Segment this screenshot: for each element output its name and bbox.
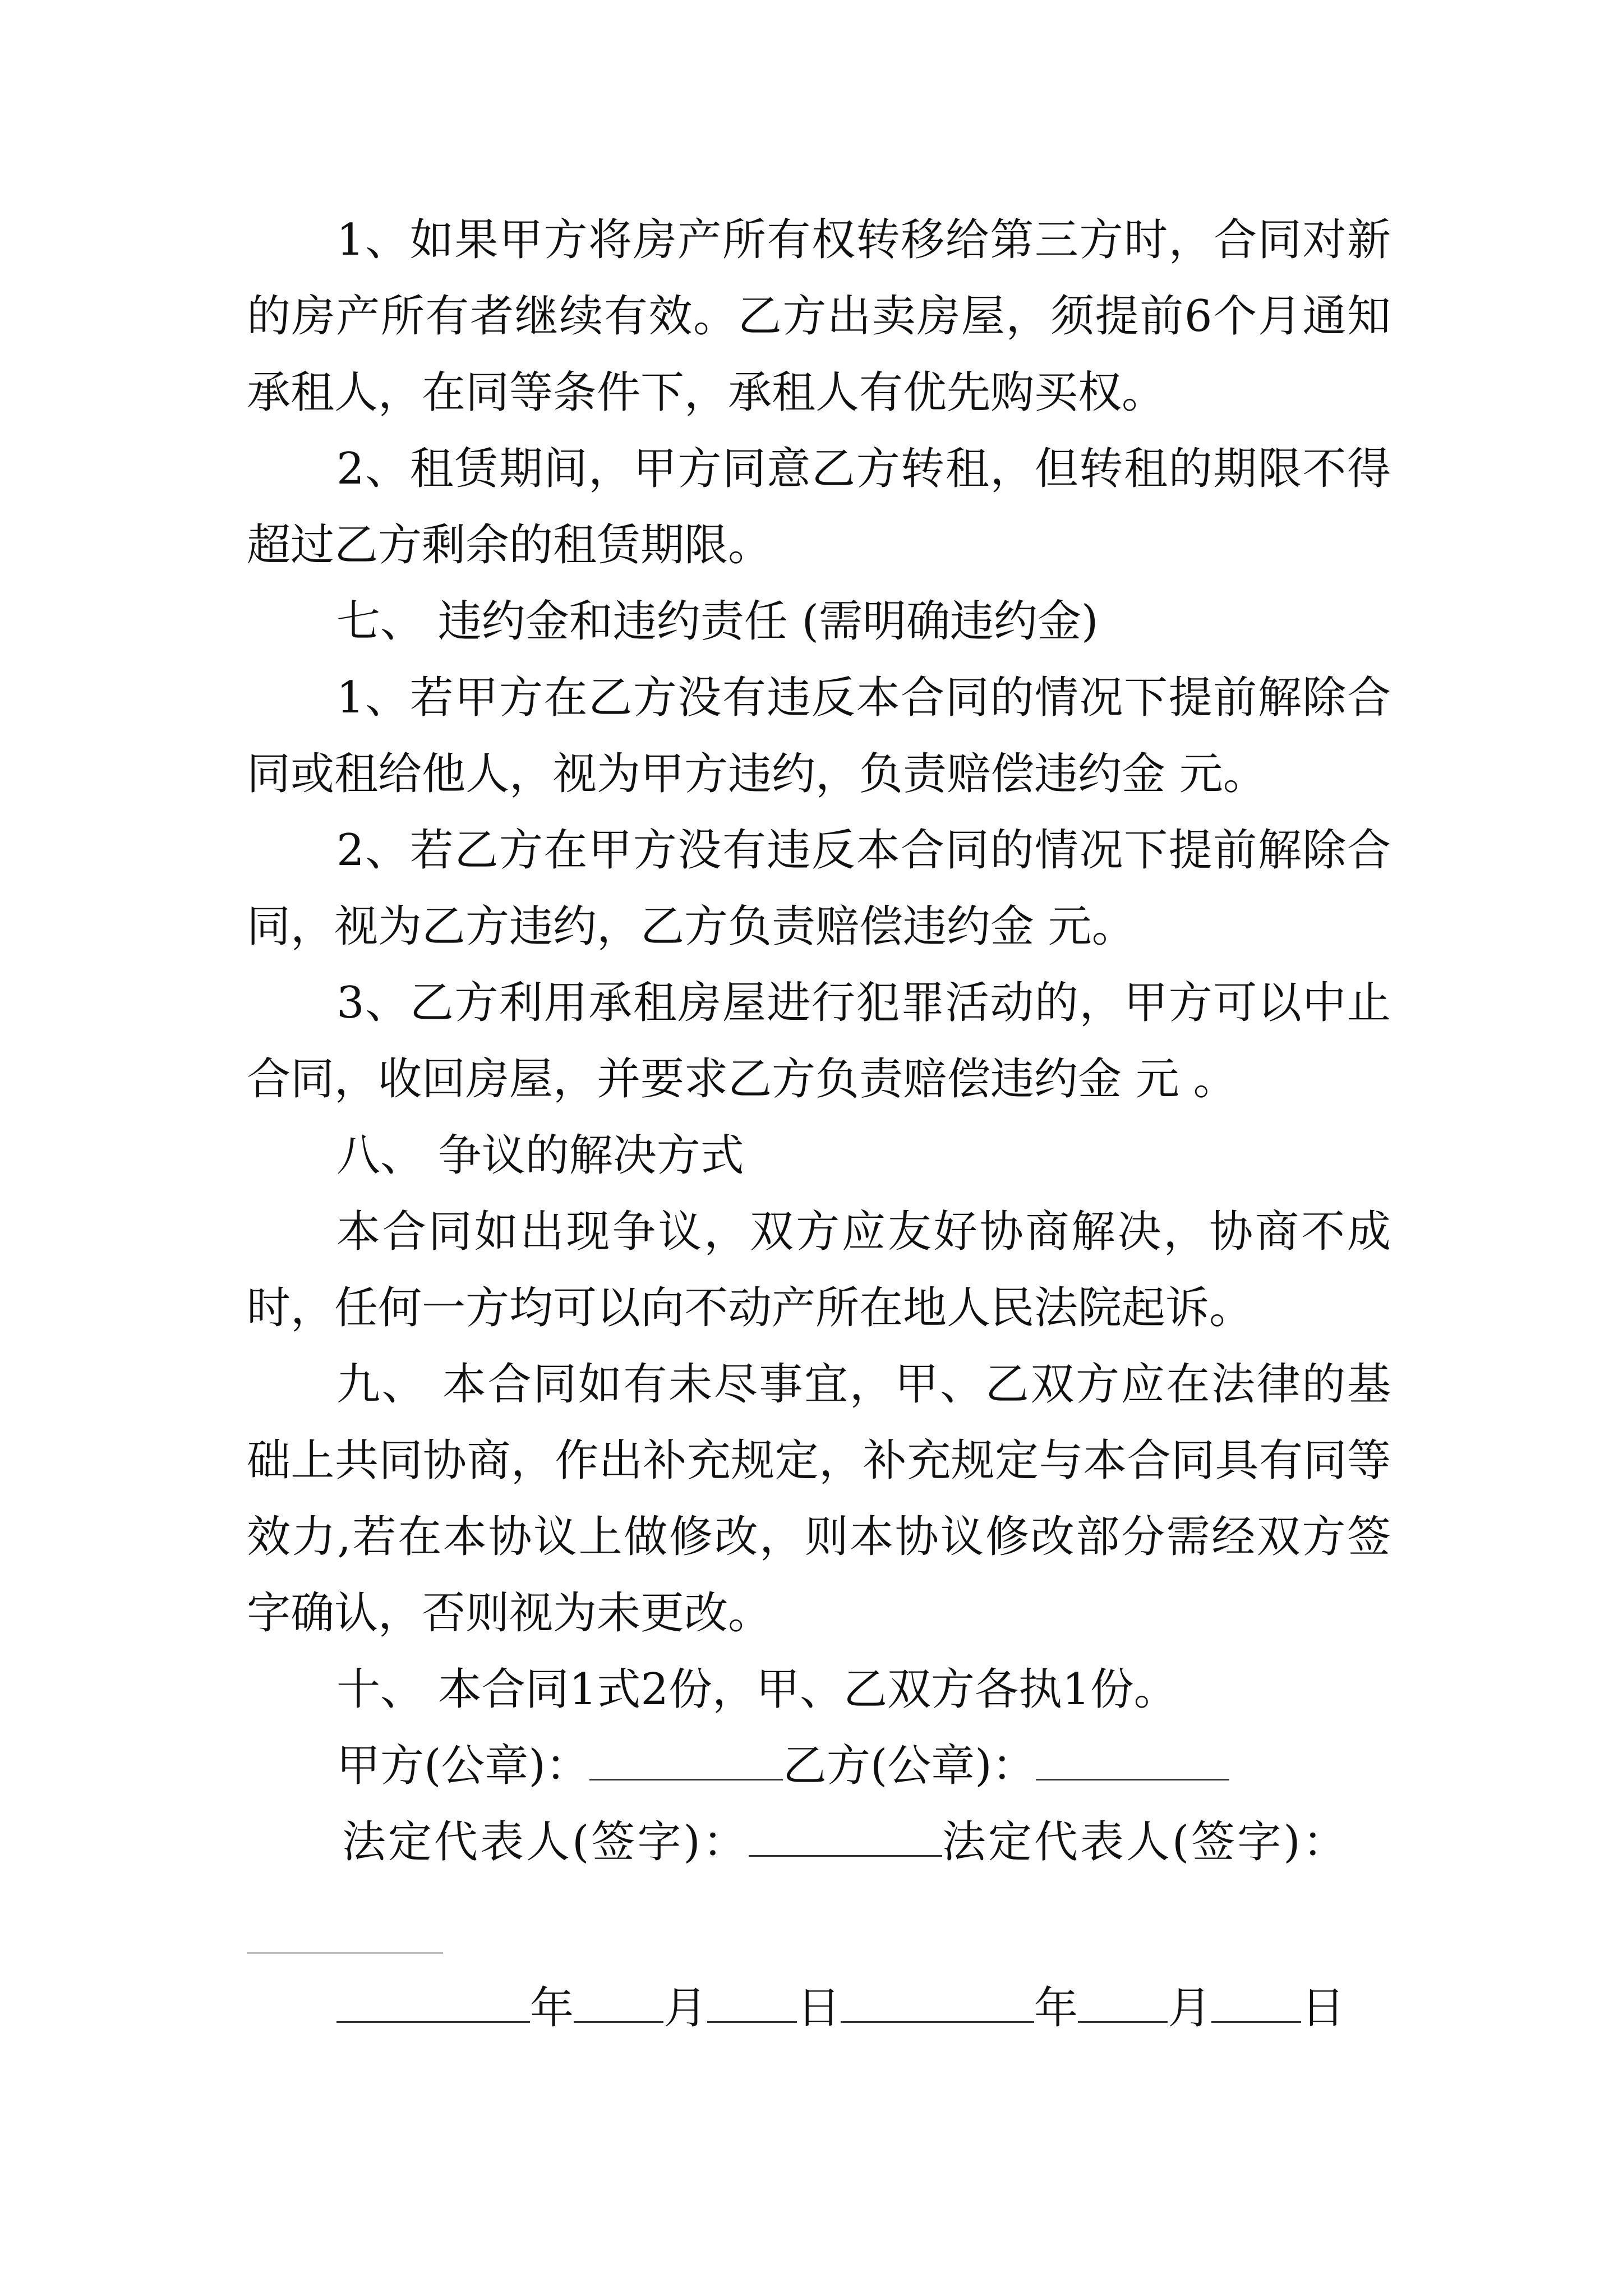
year-a-label: 年 bbox=[530, 1983, 574, 2033]
seal-line bbox=[336, 1728, 1229, 1804]
rep-b-label: 法定代表人(签字)： bbox=[942, 1817, 1349, 1867]
clause-6-1: 1、如果甲方将房产所有权转移给第三方时，合同对新的房产所有者继续有效。乙方出卖房屋，须提前6个月通知承租人，在同等条件下，承租人有优先购买权。 bbox=[247, 215, 1391, 418]
party-a-seal-blank[interactable] bbox=[589, 1742, 783, 1780]
rep-a-blank[interactable] bbox=[749, 1818, 942, 1857]
year-a-blank[interactable] bbox=[336, 1984, 530, 2023]
party-b-seal-blank[interactable] bbox=[1036, 1742, 1229, 1780]
section-heading-8: 八、 争议的解决方式 bbox=[336, 1130, 744, 1181]
rep-a-label: 法定代表人(签字)： bbox=[342, 1817, 749, 1867]
day-a-label: 日 bbox=[797, 1983, 841, 2033]
clause-6-2: 2、租赁期间，甲方同意乙方转租，但转租的期限不得超过乙方剩余的租赁期限。 bbox=[247, 444, 1391, 570]
rep-b-signature-blank[interactable] bbox=[247, 1952, 443, 1954]
representative-line bbox=[342, 1804, 1349, 1880]
year-b-blank[interactable] bbox=[841, 1984, 1034, 2023]
month-b-label: 月 bbox=[1168, 1983, 1212, 2033]
clause-10: 十、 本合同1式2份，甲、乙双方各执1份。 bbox=[336, 1664, 1178, 1715]
day-b-label: 日 bbox=[1301, 1983, 1345, 2033]
clause-7-1: 1、若甲方在乙方没有违反本合同的情况下提前解除合同或租给他人，视为甲方违约，负责赔偿违约金 元。 bbox=[247, 673, 1391, 799]
clause-7-2: 2、若乙方在甲方没有违反本合同的情况下提前解除合同，视为乙方违约，乙方负责赔偿违约金 元。 bbox=[247, 825, 1391, 952]
month-a-blank[interactable] bbox=[574, 1984, 663, 2023]
section-heading-7: 七、 违约金和违约责任 (需明确违约金) bbox=[336, 596, 1099, 647]
party-b-seal-label: 乙方(公章)： bbox=[782, 1741, 1036, 1791]
clause-8-body: 本合同如出现争议，双方应友好协商解决，协商不成时，任何一方均可以向不动产所在地人民法院起诉。 bbox=[247, 1207, 1391, 1333]
year-b-label: 年 bbox=[1034, 1983, 1078, 2033]
clause-7-3: 3、乙方利用承租房屋进行犯罪活动的，甲方可以中止合同，收回房屋，并要求乙方负责赔偿违约金 元 。 bbox=[247, 978, 1391, 1105]
party-a-seal-label: 甲方(公章)： bbox=[336, 1741, 589, 1791]
day-a-blank[interactable] bbox=[707, 1984, 797, 2023]
month-a-label: 月 bbox=[663, 1983, 708, 2033]
clause-9: 九、 本合同如有未尽事宜，甲、乙双方应在法律的基础上共同协商，作出补充规定，补充规定与本合同具有同等效力,若在本协议上做修改，则本协议修改部分需经双方签字确认，否则视为未更改。 bbox=[247, 1359, 1391, 1639]
day-b-blank[interactable] bbox=[1211, 1984, 1301, 2023]
month-b-blank[interactable] bbox=[1078, 1984, 1168, 2023]
date-line bbox=[336, 1970, 1345, 2046]
